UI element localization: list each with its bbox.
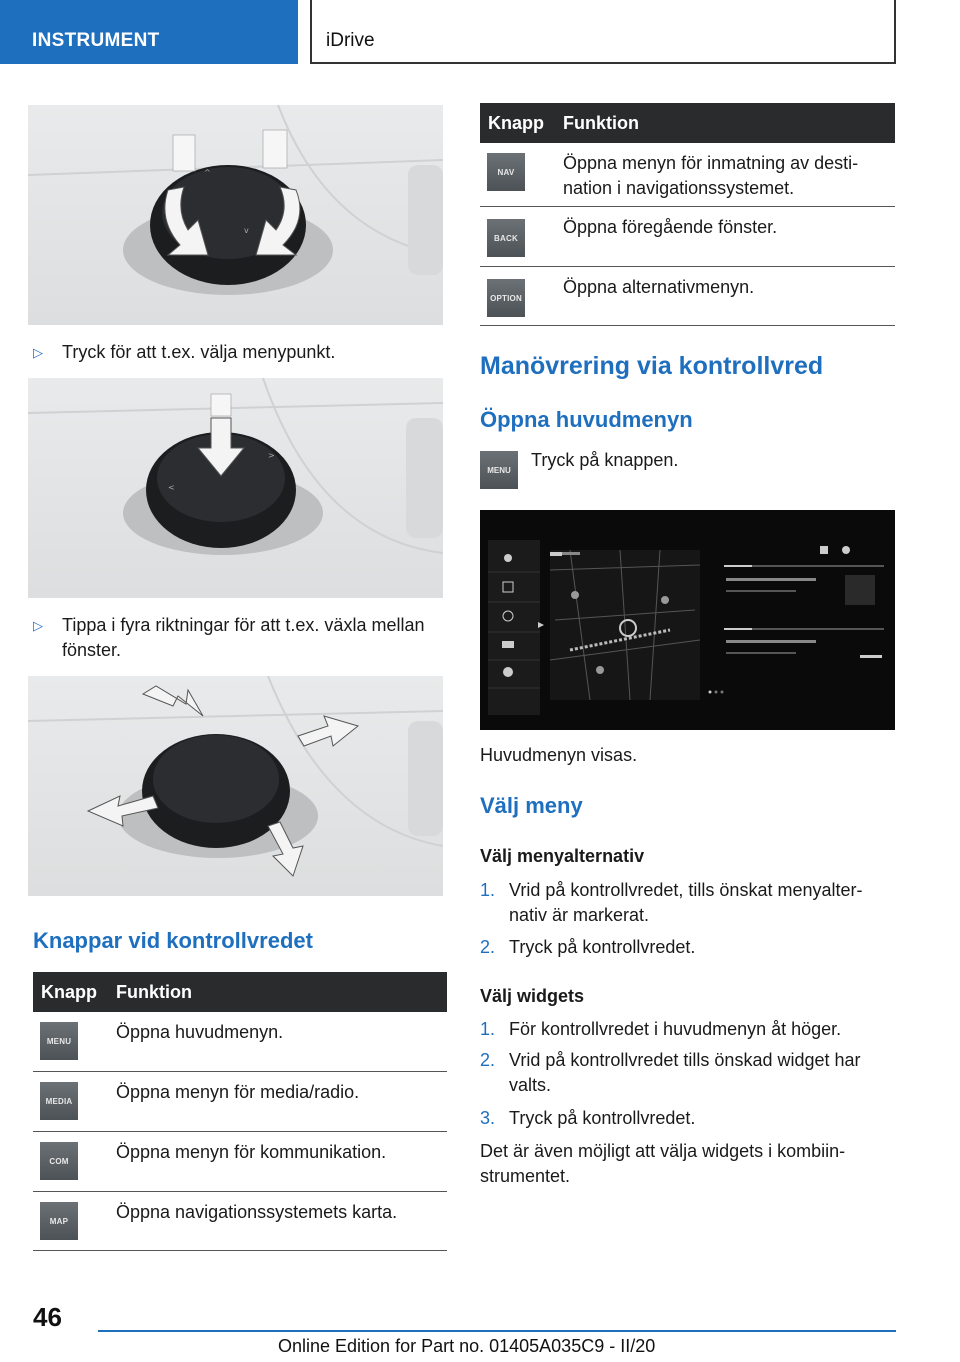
heading-select-widgets: Välj widgets [480,986,585,1006]
table-row [480,143,895,207]
function-line-2: nation i navigationssystemet. [563,178,795,198]
com-button-icon: COM [40,1142,78,1180]
buttons-table [33,972,447,1251]
chapter-tab [0,0,298,64]
function-text: Öppna huvudmenyn. [116,1022,284,1042]
col-header-function: Funktion [116,982,192,1002]
menu-instruction: Tryck på knappen. [531,450,679,470]
function-text: Öppna alternativmenyn. [563,277,755,297]
function-text: Öppna navigationssystemets karta. [116,1202,398,1222]
step-text-line: Vrid på kontrollvredet tills önskad widget har [509,1050,861,1070]
step-number: 1. [480,1019,496,1039]
section-title-buttons: Knappar vid kontrollvredet [33,928,313,953]
function-line-1: Öppna menyn för inmatning av desti- [563,153,859,173]
bullet-triangle-icon: ▷ [33,618,43,633]
table-header [33,972,447,1012]
subsection-open-main-menu: Öppna huvudmenyn [480,407,693,432]
bullet-text: Tippa i fyra riktningar för att t.ex. växla mellan fönster. [62,615,425,660]
table-row [33,1192,447,1251]
table-row [33,1072,447,1132]
step-text-line: Tryck på kontrollvredet. [509,1108,696,1128]
main-menu-screen-image [480,510,895,730]
heading-select-menu-option: Välj menyalternativ [480,846,645,866]
section-label: INSTRUMENT [32,30,160,51]
col-header-function: Funktion [563,113,639,133]
col-header-key: Knapp [41,982,97,1002]
step-text-line: För kontrollvredet i huvudmenyn åt höger. [509,1019,842,1039]
step-number: 1. [480,880,496,900]
subsection-select-menu: Välj meny [480,793,583,818]
controller-tilt-illustration [28,676,443,896]
menu-button-icon: MENU [40,1022,78,1060]
function-text [563,151,893,201]
function-text: Öppna menyn för kommunikation. [116,1142,387,1162]
svg-text:v: v [244,226,249,235]
svg-text:>: > [268,451,275,460]
step-text-line: nativ är markerat. [509,905,650,925]
step-number: 3. [480,1108,496,1128]
svg-text:^: ^ [204,168,211,177]
table-row [480,267,895,326]
nav-button-icon: NAV [487,153,525,191]
menu-button-icon: MENU [480,451,518,489]
controller-press-illustration [28,378,443,598]
buttons-table-continued [480,103,895,326]
chapter-header [310,0,896,64]
step-number: 2. [480,937,496,957]
closing-text-line: Det är även möjligt att välja widgets i kombiin- [480,1141,846,1161]
main-menu-shown-text: Huvudmenyn visas. [480,745,638,765]
controller-rotate-illustration [28,105,443,325]
option-button-icon: OPTION [487,279,525,317]
back-button-icon: BACK [487,219,525,257]
media-button-icon: MEDIA [40,1082,78,1120]
table-row [480,207,895,267]
step-text-line: Tryck på kontrollvredet. [509,937,696,957]
function-text: Öppna menyn för media/radio. [116,1082,360,1102]
col-header-key: Knapp [488,113,544,133]
chapter-label: iDrive [326,30,375,51]
svg-text:<: < [168,483,175,492]
bullet-text: Tryck för att t.ex. välja menypunkt. [62,342,336,362]
edition-text: Online Edition for Part no. 01405A035C9 - II/20 [278,1336,656,1356]
table-header [480,103,895,143]
table-row [33,1132,447,1192]
table-row [33,1012,447,1072]
bullet-triangle-icon: ▷ [33,345,43,360]
map-button-icon: MAP [40,1202,78,1240]
closing-text-line: strumentet. [480,1166,571,1186]
step-text-line: Vrid på kontrollvredet, tills önskat menyalter- [509,880,863,900]
footer-rule [98,1330,896,1332]
section-title-operation: Manövrering via kontrollvred [480,352,824,380]
step-text-line: valts. [509,1075,552,1095]
page-number: 46 [33,1302,62,1332]
step-number: 2. [480,1050,496,1070]
function-text: Öppna föregående fönster. [563,217,778,237]
